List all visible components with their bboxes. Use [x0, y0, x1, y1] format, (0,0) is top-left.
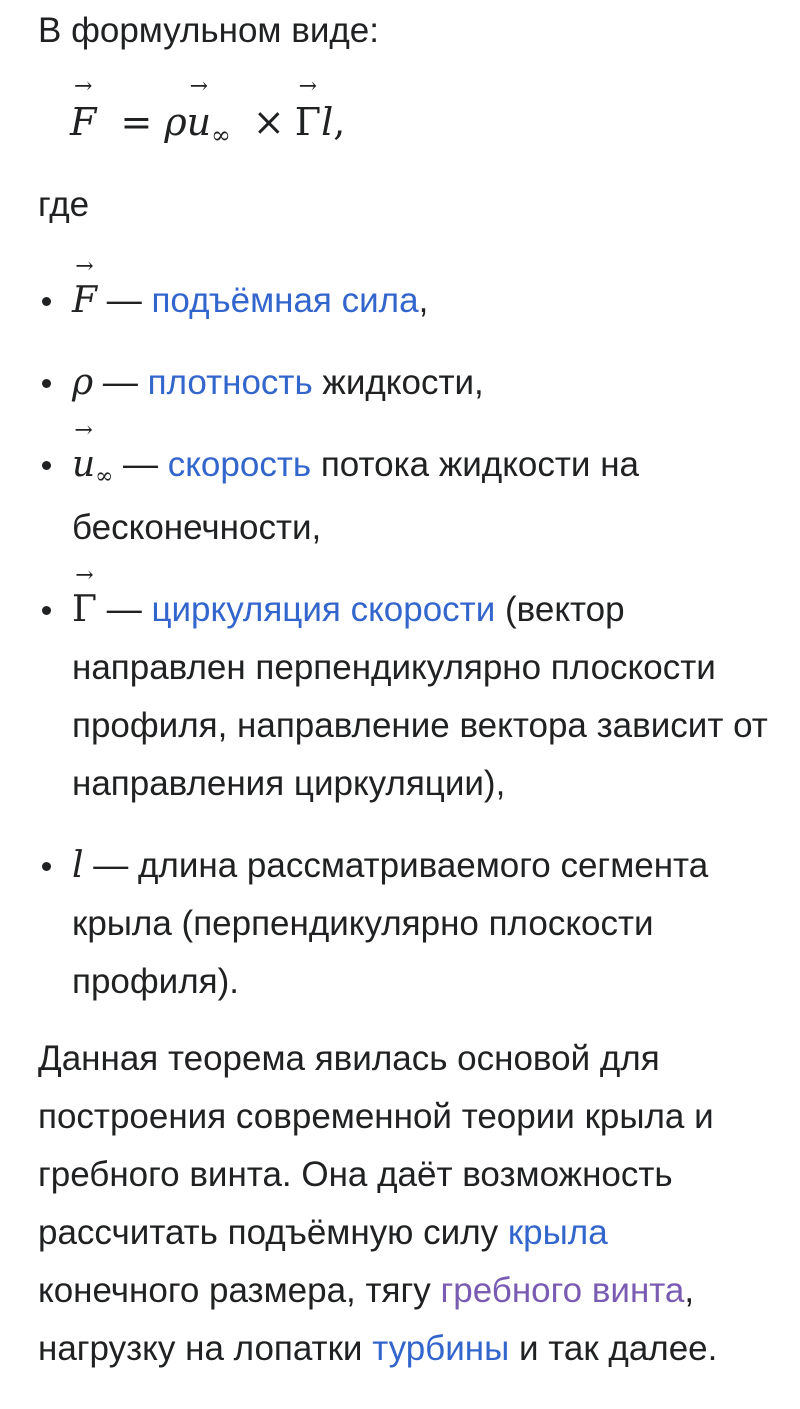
- list-item-circulation: [72, 581, 772, 813]
- theorem-paragraph: [38, 1030, 768, 1378]
- definition-text: потока жидкости на бесконечности,: [72, 445, 639, 547]
- intro-text: В формульном виде:: [38, 11, 379, 50]
- formula-force-symbol: F →: [70, 92, 96, 152]
- dash: —: [93, 363, 148, 402]
- formula-velocity-symbol: u →: [187, 92, 211, 152]
- definition-text: ,: [418, 281, 429, 320]
- list-item-velocity: [72, 436, 772, 557]
- list-item-force: [72, 272, 772, 330]
- dash: —: [83, 846, 138, 885]
- link-velocity[interactable]: скорость: [167, 445, 312, 484]
- list-item-length: [72, 837, 772, 1011]
- link-propeller[interactable]: гребного винта: [440, 1271, 685, 1310]
- link-circulation[interactable]: циркуляция скорости: [151, 590, 496, 629]
- link-density[interactable]: плотность: [147, 363, 313, 402]
- definitions-list: [72, 272, 772, 1035]
- definition-text: (вектор направлен перпендикулярно плоскости профиля, направление вектора зависит от направления циркуляции),: [72, 590, 768, 803]
- force-symbol: F →: [72, 272, 97, 330]
- list-item-density: [72, 354, 772, 412]
- dash: —: [113, 445, 168, 484]
- paragraph-text: , нагрузку на лопатки: [38, 1271, 695, 1368]
- length-symbol: l: [72, 845, 84, 886]
- kutta-joukowski-formula: [70, 92, 345, 157]
- gamma-symbol: Γ →: [72, 581, 97, 639]
- dash: —: [96, 590, 152, 629]
- definition-text: жидкости,: [312, 363, 484, 402]
- formula-times: ×: [252, 100, 285, 144]
- dash: —: [96, 281, 152, 320]
- formula-comma: ,: [333, 100, 346, 144]
- link-lift-force[interactable]: подъёмная сила: [151, 281, 419, 320]
- where-text: где: [38, 185, 90, 224]
- link-turbine[interactable]: турбины: [372, 1329, 510, 1368]
- paragraph-text: Данная теорема явилась основой для построения современной теории крыла и гребного винта. Она даёт возможность рассчитать подъёмную силу: [38, 1039, 714, 1252]
- link-wing[interactable]: крыла: [507, 1213, 608, 1252]
- velocity-symbol: u →: [72, 436, 95, 494]
- infinity-subscript: ∞: [95, 463, 114, 489]
- paragraph-text: конечного размера, тягу: [38, 1271, 441, 1310]
- rho-symbol: ρ: [72, 362, 94, 403]
- formula-infinity-subscript: ∞: [211, 120, 231, 149]
- formula-gamma-symbol: Γ →: [295, 92, 321, 152]
- definition-text: длина рассматриваемого сегмента крыла (перпендикулярно плоскости профиля).: [72, 846, 709, 1001]
- formula-length-symbol: l: [321, 100, 334, 144]
- paragraph-text: и так далее.: [509, 1329, 718, 1368]
- formula-equals: =: [120, 100, 153, 144]
- formula-rho: ρ: [164, 100, 187, 144]
